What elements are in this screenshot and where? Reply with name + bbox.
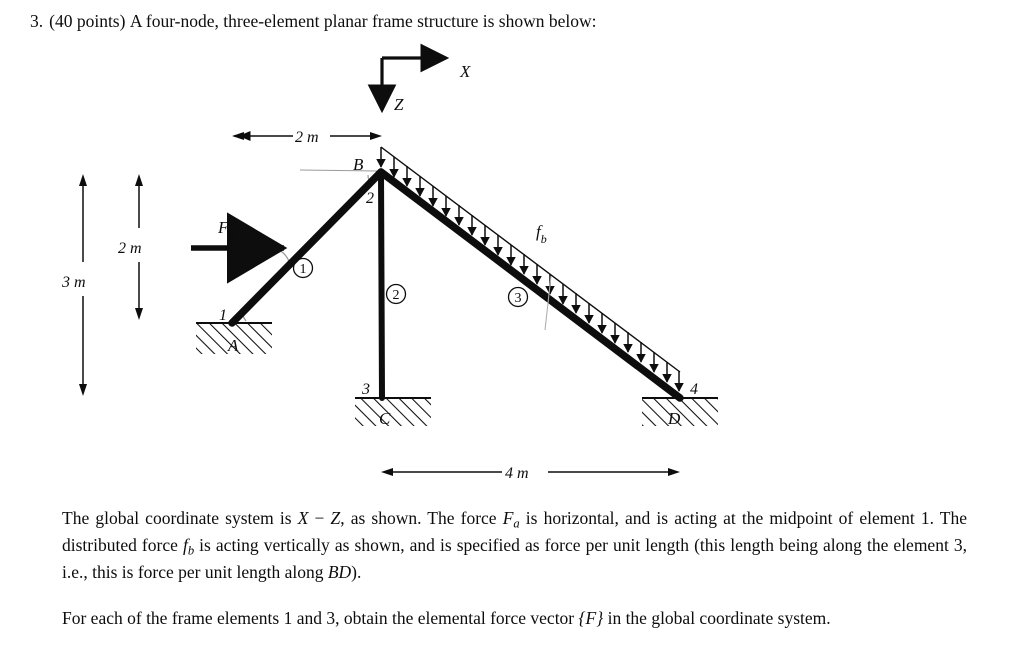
- dimension-inner-2m: [118, 174, 143, 320]
- question-points: (40 points): [49, 11, 126, 31]
- question-number: 3.: [30, 11, 44, 31]
- point-force-label: $F_a$: [218, 218, 235, 242]
- task-paragraph: [62, 606, 967, 630]
- dimension-bottom-4m: [381, 465, 680, 482]
- node-a-name: A: [228, 336, 239, 355]
- p1-part4: is acting vertically as shown, and is specified as force per unit length (this length being along the element 3, i.e., this is force per unit length along: [62, 534, 967, 582]
- p1-force-b: f: [182, 534, 188, 555]
- dimension-left-label: 3 m: [62, 274, 86, 291]
- node-1-number: 1: [219, 307, 227, 324]
- element-labels: [294, 259, 528, 307]
- question-prompt: A four-node, three-element planar frame structure is shown below:: [129, 11, 597, 31]
- member-element-3: [381, 172, 680, 398]
- z-axis-label: Z: [394, 95, 404, 114]
- dimension-bottom-label: 4 m: [505, 465, 529, 482]
- p1-force-a: F: [502, 508, 514, 528]
- node-c-name: C: [379, 409, 391, 428]
- p1-part3: is horizontal, and is acting at the midpoint of element 1. The distributed force: [62, 508, 967, 555]
- node-b-name: B: [353, 155, 364, 174]
- dimension-left-3m: [61, 174, 87, 396]
- p1-force-b-sub: b: [187, 543, 195, 558]
- p1-coord-z: Z: [330, 508, 341, 528]
- element-2-label: 2: [392, 288, 400, 303]
- global-axes: [382, 58, 471, 114]
- node-4-number: 4: [690, 381, 698, 398]
- frame-members: [232, 172, 680, 398]
- p1-coord-dash: −: [308, 508, 331, 528]
- distributed-force-label: $f_b$: [536, 222, 547, 246]
- p2-part2: in the global coordinate system.: [603, 608, 831, 628]
- p1-part2: , as shown. The force: [340, 508, 503, 528]
- element-1-label: 1: [299, 262, 307, 277]
- node-d-name: D: [668, 409, 681, 428]
- p1-force-a-sub: a: [513, 516, 520, 531]
- p1-bd: BD: [327, 561, 352, 582]
- dimension-top-2m: [232, 129, 382, 146]
- support-c: [355, 398, 431, 426]
- p2-force-vector: {F}: [578, 608, 604, 628]
- x-axis-label: X: [460, 62, 471, 81]
- dimension-top-label: 2 m: [295, 129, 319, 146]
- member-element-2: [381, 172, 382, 398]
- p1-part5: ).: [351, 561, 362, 582]
- distributed-load-fb: [381, 147, 680, 391]
- distributed-load-top-line: [381, 147, 680, 372]
- p1-coord-x: X: [297, 508, 309, 528]
- node-labels: [219, 155, 698, 428]
- node-3-number: 3: [362, 381, 370, 398]
- node-2-number: 2: [366, 190, 374, 207]
- p1-part1: The global coordinate system is: [62, 508, 298, 528]
- point-force-fa: [191, 218, 284, 248]
- element-3-label: 3: [514, 291, 522, 306]
- dimension-inner-label: 2 m: [118, 240, 142, 257]
- description-paragraph: [62, 506, 967, 584]
- p2-part1: For each of the frame elements 1 and 3, obtain the elemental force vector: [62, 608, 579, 628]
